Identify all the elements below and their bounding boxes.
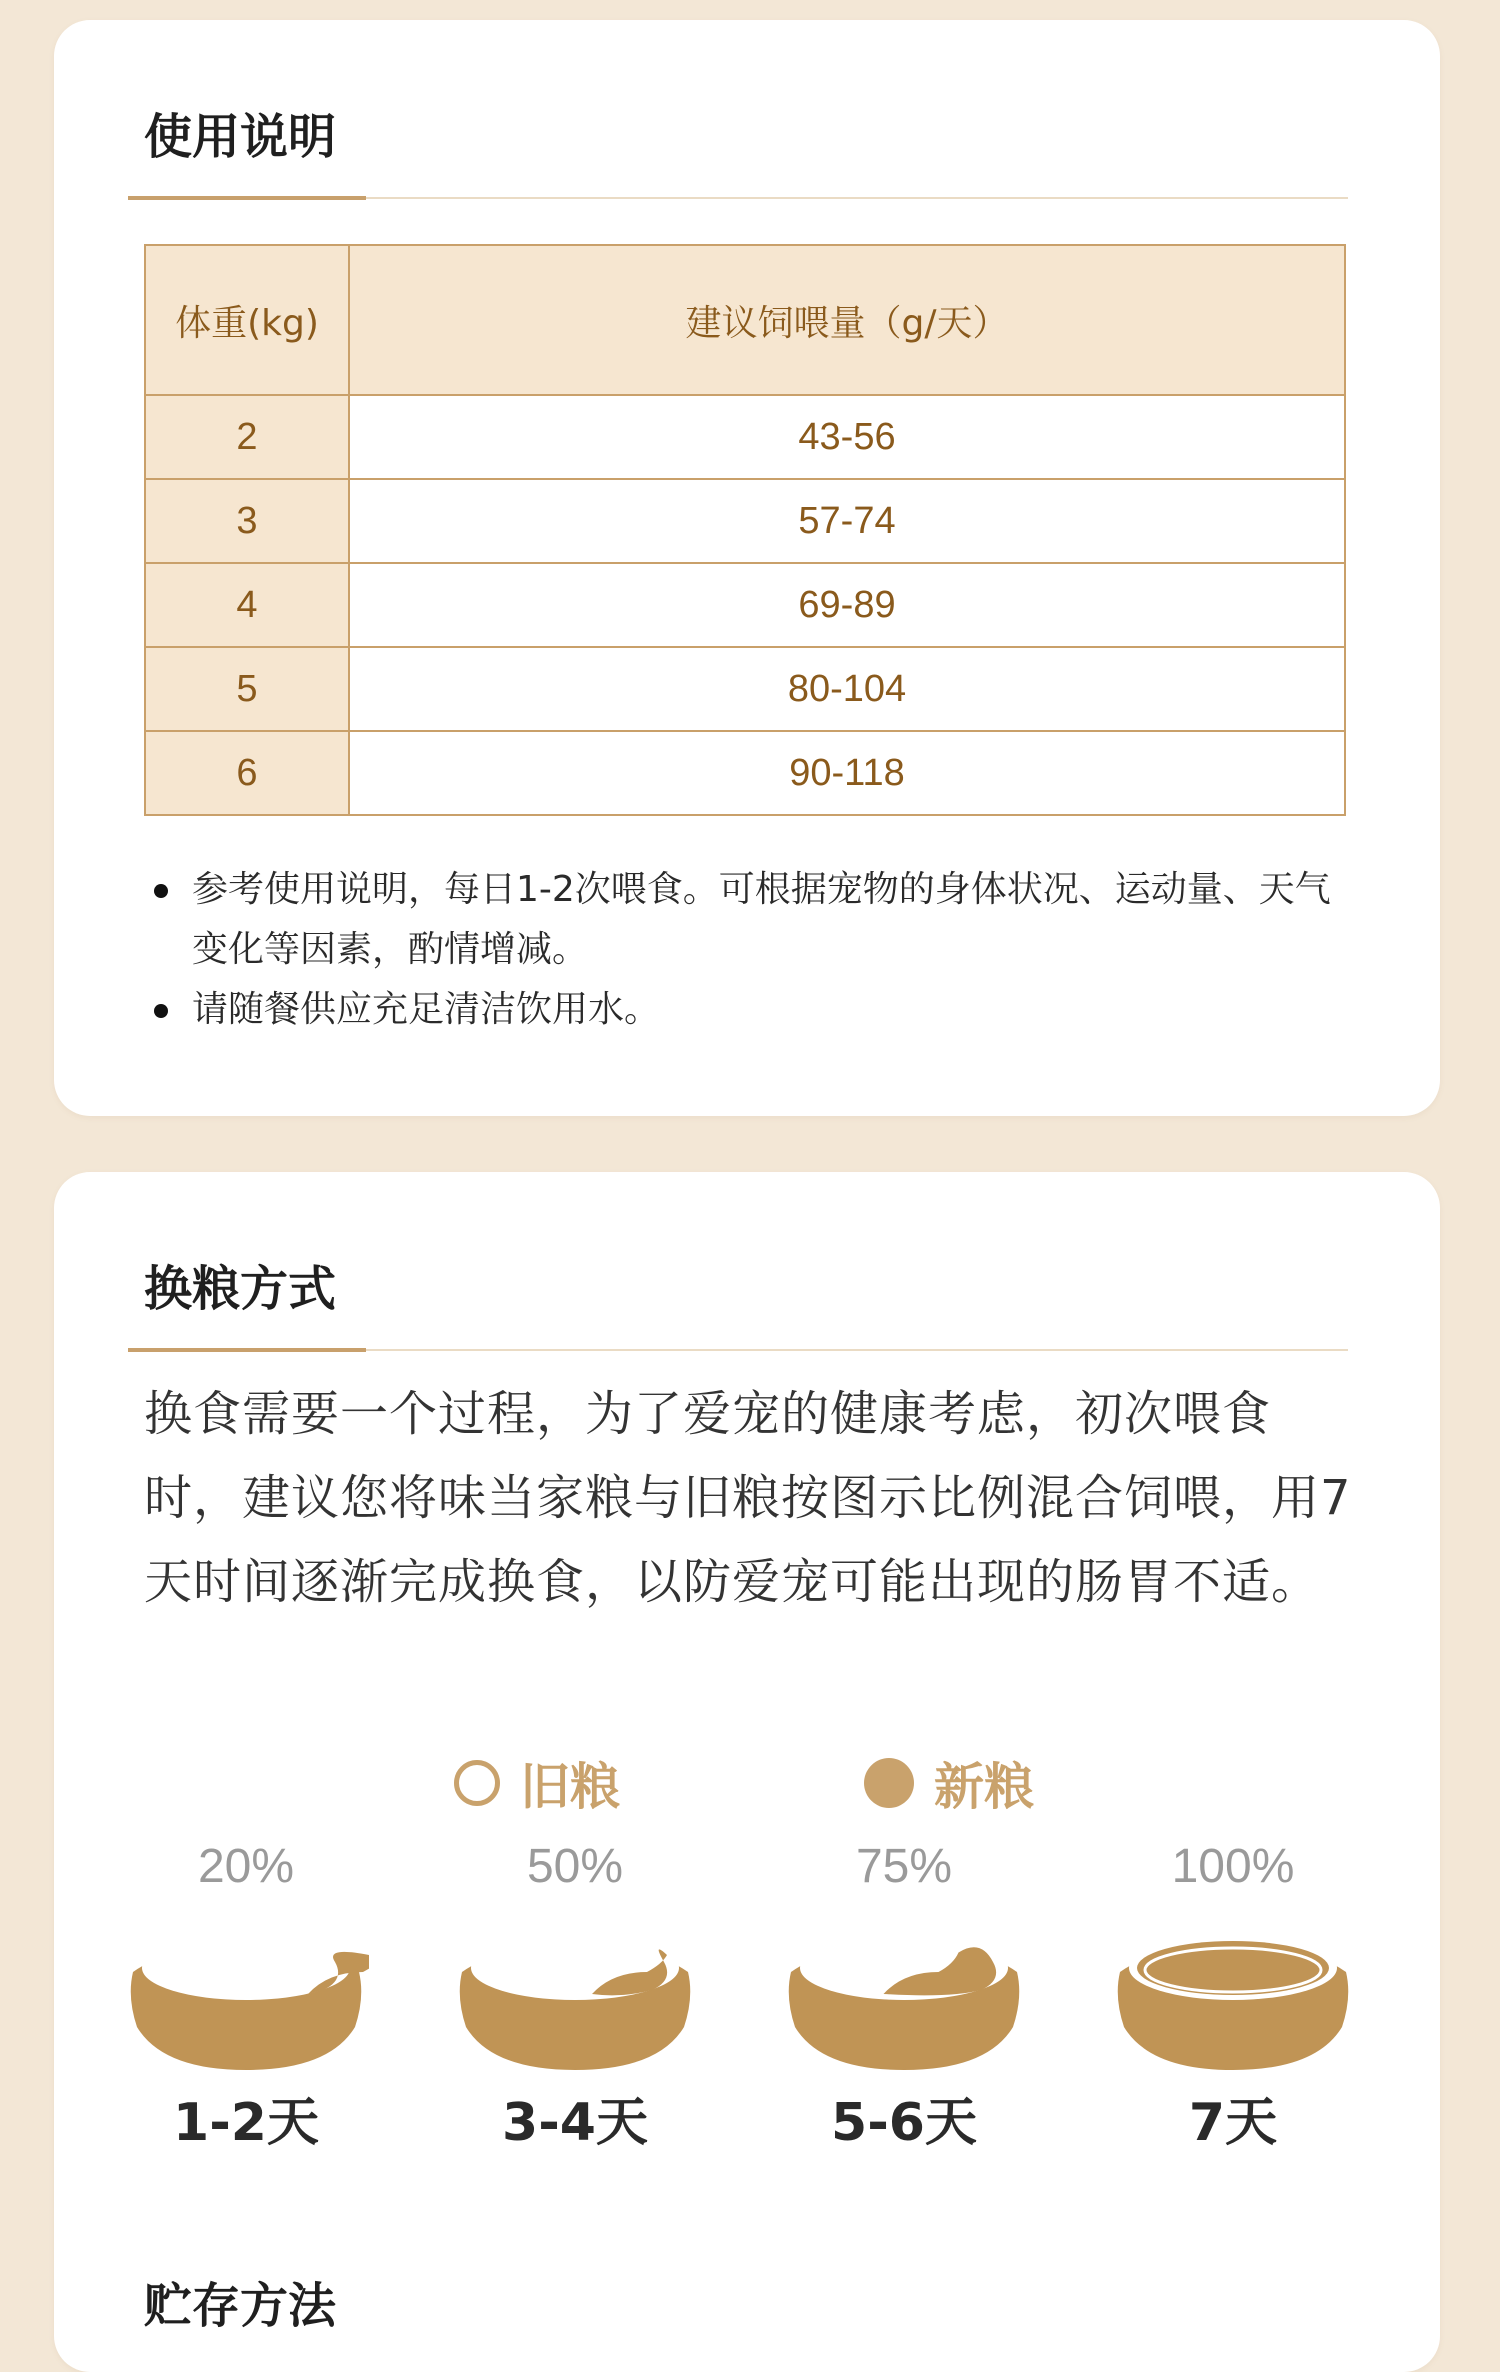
step-percent: 20% — [197, 1840, 295, 1893]
cell-weight: 6 — [145, 731, 349, 815]
cell-weight: 5 — [145, 647, 349, 731]
note-text: 请随餐供应充足清洁饮用水。 — [192, 989, 661, 1030]
storage-title: 贮存方法 — [144, 2278, 337, 2334]
legend-new-label: 新粮 — [934, 1758, 1034, 1816]
legend-old — [454, 1747, 620, 1819]
table-row — [145, 395, 1345, 479]
bullet-icon — [154, 884, 168, 898]
transition-divider-accent — [128, 1348, 366, 1352]
note-text: 参考使用说明，每日1-2次喂食。可根据宠物的身体状况、运动量、天气变化等因素，酌情增减。 — [192, 869, 1331, 970]
transition-step — [445, 1832, 705, 2155]
food-bowl-icon — [1110, 1902, 1356, 2072]
usage-title: 使用说明 — [144, 109, 337, 165]
usage-divider-accent — [128, 196, 366, 200]
cell-amount: 80-104 — [349, 647, 1345, 731]
bullet-icon — [154, 1004, 168, 1018]
filled-circle-icon — [864, 1758, 914, 1808]
step-percent: 100% — [1171, 1840, 1295, 1893]
cell-amount: 57-74 — [349, 479, 1345, 563]
step-percent: 75% — [855, 1840, 953, 1893]
cell-amount: 43-56 — [349, 395, 1345, 479]
transition-card — [54, 1172, 1440, 2372]
table-row — [145, 647, 1345, 731]
step-day: 5-6天 — [831, 2093, 977, 2153]
step-day: 7天 — [1188, 2093, 1278, 2153]
food-bowl-icon — [123, 1902, 369, 2072]
usage-notes — [154, 860, 1354, 1040]
legend-new — [864, 1747, 1034, 1819]
cell-weight: 2 — [145, 395, 349, 479]
step-day: 3-4天 — [502, 2093, 648, 2153]
feeding-table — [144, 244, 1346, 816]
cell-weight: 3 — [145, 479, 349, 563]
step-day: 1-2天 — [173, 2093, 319, 2153]
usage-card — [54, 20, 1440, 1116]
header-amount: 建议饲喂量（g/天） — [349, 245, 1345, 395]
transition-title: 换粮方式 — [144, 1261, 337, 1317]
note-item — [154, 980, 1354, 1040]
transition-step — [116, 1832, 376, 2155]
hollow-circle-icon — [454, 1760, 500, 1806]
transition-paragraph: 换食需要一个过程，为了爱宠的健康考虑，初次喂食时，建议您将味当家粮与旧粮按图示比例混合饲喂，用7天时间逐渐完成换食，以防爱宠可能出现的肠胃不适。 — [144, 1386, 1352, 1610]
food-bowl-icon — [781, 1902, 1027, 2072]
food-bowl-icon — [452, 1902, 698, 2072]
feeding-table-header — [145, 245, 1345, 395]
table-row — [145, 731, 1345, 815]
table-row — [145, 479, 1345, 563]
transition-step — [774, 1832, 1034, 2155]
cell-amount: 90-118 — [349, 731, 1345, 815]
legend-old-label: 旧粮 — [520, 1758, 620, 1816]
transition-step — [1103, 1832, 1363, 2155]
cell-weight: 4 — [145, 563, 349, 647]
cell-amount: 69-89 — [349, 563, 1345, 647]
step-percent: 50% — [526, 1840, 624, 1893]
header-weight: 体重(kg) — [145, 245, 349, 395]
table-row — [145, 563, 1345, 647]
note-item — [154, 860, 1354, 980]
